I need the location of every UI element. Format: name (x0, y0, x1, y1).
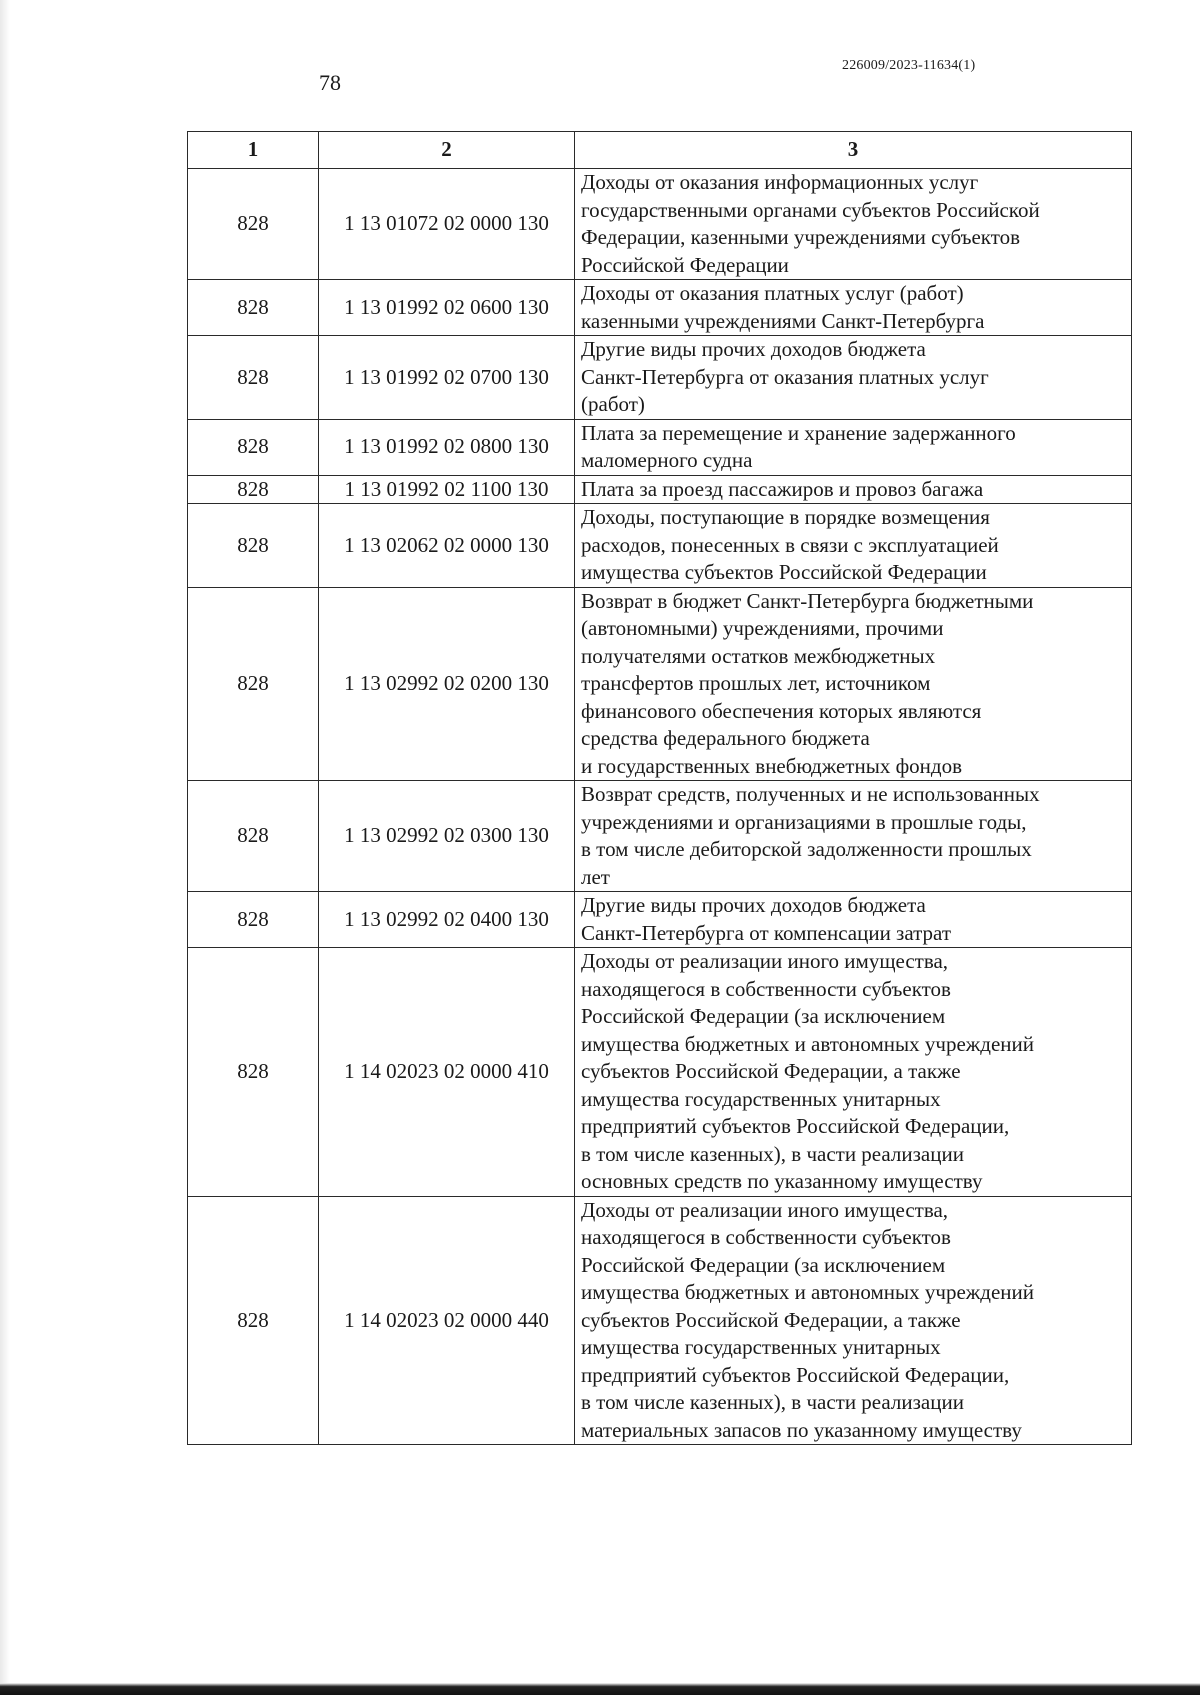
description-line: субъектов Российской Федерации, а также (581, 1307, 961, 1332)
table-row (188, 892, 1132, 948)
description-line: Санкт-Петербурга от оказания платных услуг (581, 364, 989, 389)
description-line: Доходы от оказания информационных услуг (581, 170, 979, 194)
description-line: Другие виды прочих доходов бюджета (581, 893, 926, 917)
description-line: Федерации, казенными учреждениями субъектов (581, 225, 1021, 249)
column-header-2: 2 (319, 132, 575, 169)
description-line: Доходы от реализации иного имущества, (581, 949, 949, 973)
budget-classification-code-cell: 1 14 02023 02 0000 410 (319, 948, 575, 1197)
income-description-cell (575, 892, 1132, 948)
description-line: маломерного судна (581, 448, 753, 472)
description-line: Плата за перемещение и хранение задержанного (581, 420, 1016, 445)
description-line: имущества бюджетных и автономных учреждений (581, 1280, 1035, 1304)
description-line: имущества субъектов Российской Федерации (581, 560, 987, 584)
description-line: Возврат средств, полученных и не использованных (581, 782, 1040, 806)
income-description-cell (575, 1196, 1132, 1445)
description-line: казенными учреждениями Санкт-Петербурга (581, 308, 985, 333)
income-description-cell (575, 781, 1132, 892)
table-row (188, 948, 1132, 1197)
column-header-1: 1 (188, 132, 319, 169)
description-line: Доходы, поступающие в порядке возмещения (581, 505, 990, 529)
budget-classification-code-cell: 1 13 01992 02 0700 130 (319, 336, 575, 420)
scan-bottom-edge (0, 1683, 1200, 1695)
description-line: Плата за проезд пассажиров и провоз багажа (581, 476, 984, 501)
admin-code-cell: 828 (188, 892, 319, 948)
table-body (188, 169, 1132, 1445)
description-line: Санкт-Петербурга от компенсации затрат (581, 920, 952, 945)
budget-classification-code-cell: 1 13 01992 02 0600 130 (319, 280, 575, 336)
income-description-cell (575, 280, 1132, 336)
description-line: Российской Федерации (581, 252, 789, 277)
description-line: Российской Федерации (за исключением (581, 1252, 946, 1277)
income-description-cell (575, 475, 1132, 504)
income-description-cell (575, 169, 1132, 280)
description-line: и государственных внебюджетных фондов (581, 753, 963, 778)
column-header-3: 3 (575, 132, 1132, 169)
description-line: Возврат в бюджет Санкт-Петербурга бюджетными (581, 588, 1034, 613)
budget-classification-code-cell: 1 13 02992 02 0400 130 (319, 892, 575, 948)
description-line: трансфертов прошлых лет, источником (581, 671, 931, 695)
description-line: (работ) (581, 392, 645, 416)
description-line: находящегося в собственности субъектов (581, 1225, 951, 1249)
description-line: материальных запасов по указанному имуществу (581, 1417, 1022, 1442)
table-row (188, 169, 1132, 280)
description-line: финансового обеспечения которых являются (581, 698, 982, 723)
description-line: имущества государственных унитарных (581, 1335, 941, 1359)
admin-code-cell: 828 (188, 336, 319, 420)
description-line: расходов, понесенных в связи с эксплуатацией (581, 532, 999, 557)
income-description-cell (575, 504, 1132, 588)
table-row (188, 587, 1132, 781)
table-row (188, 336, 1132, 420)
admin-code-cell: 828 (188, 504, 319, 588)
document-reference: 226009/2023-11634(1) (842, 58, 976, 73)
description-line: в том числе казенных), в части реализации (581, 1390, 964, 1414)
income-description-cell (575, 336, 1132, 420)
description-line: учреждениями и организациями в прошлые годы, (581, 809, 1027, 834)
description-line: лет (581, 864, 610, 889)
admin-code-cell: 828 (188, 169, 319, 280)
admin-code-cell: 828 (188, 1196, 319, 1445)
table-row (188, 1196, 1132, 1445)
description-line: имущества бюджетных и автономных учреждений (581, 1031, 1035, 1056)
table-header-row (188, 132, 1132, 169)
description-line: субъектов Российской Федерации, а также (581, 1059, 961, 1083)
description-line: в том числе дебиторской задолженности прошлых (581, 837, 1032, 861)
table-row (188, 781, 1132, 892)
admin-code-cell: 828 (188, 781, 319, 892)
admin-code-cell: 828 (188, 948, 319, 1197)
admin-code-cell: 828 (188, 587, 319, 781)
budget-classification-code-cell: 1 13 02062 02 0000 130 (319, 504, 575, 588)
page-number-text: 78 (319, 70, 341, 95)
description-line: предприятий субъектов Российской Федерации, (581, 1114, 1010, 1138)
table-row (188, 419, 1132, 475)
scan-edge-shadow (0, 0, 10, 1695)
budget-classification-code-cell: 1 13 02992 02 0300 130 (319, 781, 575, 892)
description-line: Другие виды прочих доходов бюджета (581, 337, 926, 361)
description-line: находящегося в собственности субъектов (581, 976, 951, 1001)
income-description-cell (575, 587, 1132, 781)
description-line: Доходы от оказания платных услуг (работ) (581, 281, 964, 305)
budget-classification-code-cell: 1 13 02992 02 0200 130 (319, 587, 575, 781)
budget-classification-code-cell: 1 14 02023 02 0000 440 (319, 1196, 575, 1445)
description-line: государственными органами субъектов Российской (581, 197, 1040, 222)
admin-code-cell: 828 (188, 419, 319, 475)
budget-classification-code-cell: 1 13 01072 02 0000 130 (319, 169, 575, 280)
description-line: в том числе казенных), в части реализации (581, 1141, 964, 1166)
description-line: получателями остатков межбюджетных (581, 643, 936, 668)
income-description-cell (575, 948, 1132, 1197)
budget-classification-code-cell: 1 13 01992 02 0800 130 (319, 419, 575, 475)
description-line: средства федерального бюджета (581, 726, 870, 750)
description-line: основных средств по указанному имуществу (581, 1169, 983, 1193)
description-line: имущества государственных унитарных (581, 1086, 941, 1111)
page-number (0, 70, 1200, 96)
admin-code-cell: 828 (188, 280, 319, 336)
table-row (188, 280, 1132, 336)
table-row (188, 475, 1132, 504)
income-description-cell (575, 419, 1132, 475)
description-line: Российской Федерации (за исключением (581, 1004, 946, 1028)
budget-classification-code-cell: 1 13 01992 02 1100 130 (319, 475, 575, 504)
income-codes-table (187, 131, 1132, 1445)
table-row (188, 504, 1132, 588)
admin-code-cell: 828 (188, 475, 319, 504)
description-line: Доходы от реализации иного имущества, (581, 1197, 949, 1222)
description-line: предприятий субъектов Российской Федерации, (581, 1362, 1010, 1387)
description-line: (автономными) учреждениями, прочими (581, 616, 944, 640)
